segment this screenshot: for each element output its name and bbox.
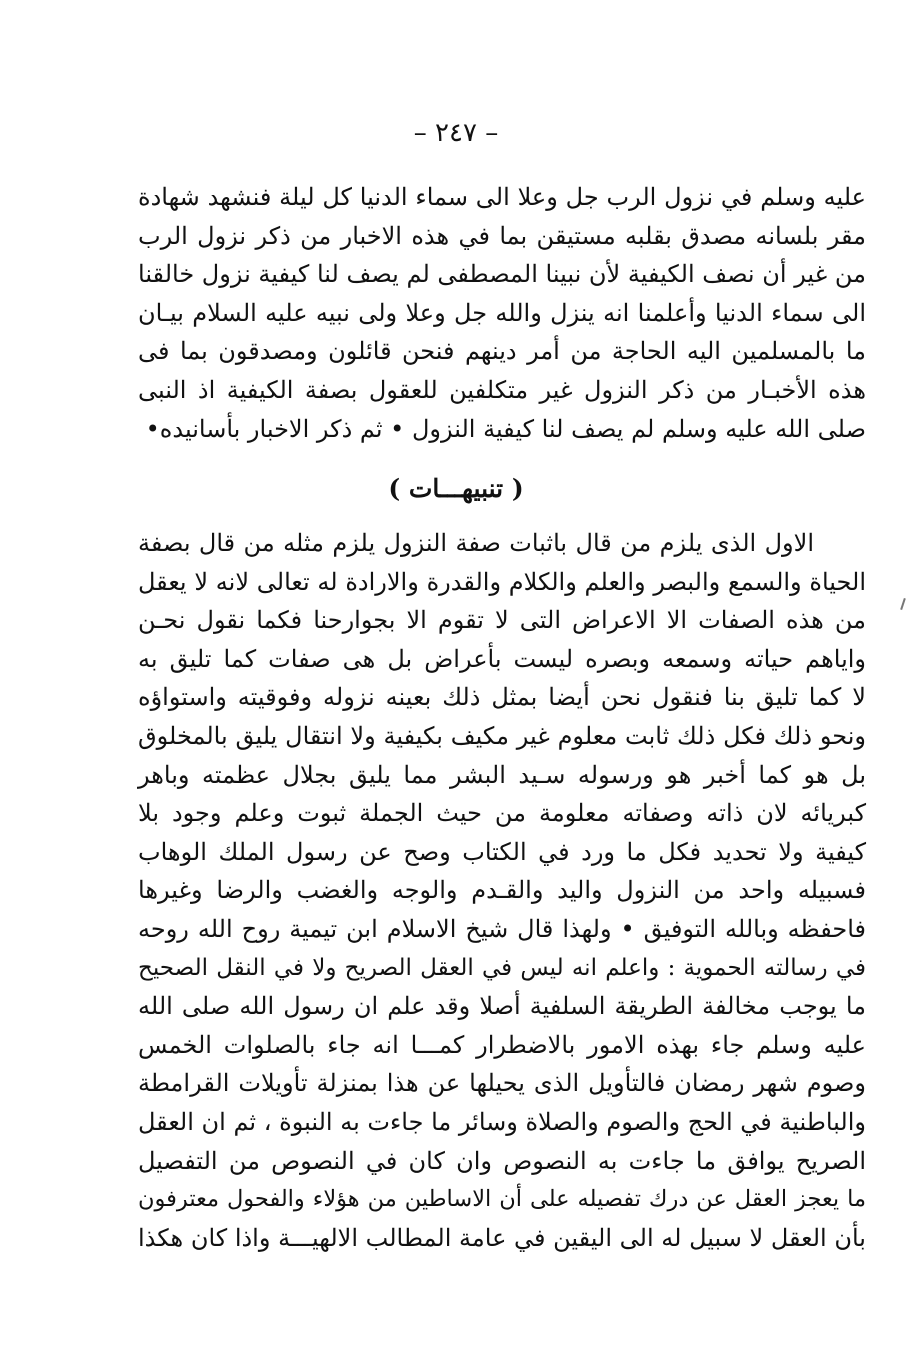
text-line: كبريائه لان ذاته وصفاته معلومة من حيث الجملة ثبوت وعلم وجود بلا (138, 799, 866, 828)
text-line: والباطنية في الحج والصوم والصلاة وسائر ما جاءت به النبوة ، ثم ان العقل (138, 1107, 866, 1136)
text-line: عليه وسلم في نزول الرب جل وعلا الى سماء الدنيا كل ليلة فنشهد شهادة (138, 183, 866, 211)
text-line: الحياة والسمع والبصر والعلم والكلام والقدرة والارادة له تعالى لانه لا يعقل (138, 567, 866, 596)
text-line: فاحفظه وبالله التوفيق • ولهذا قال شيخ الاسلام ابن تيمية روح الله روحه (138, 914, 866, 943)
text-line: صلى الله عليه وسلم لم يصف لنا كيفية النزول • ثم ذكر الاخبار بأسانيده• (145, 414, 866, 443)
text-line: بأن العقل لا سبيل له الى اليقين في عامة المطالب الالهيـــة واذا كان هكذا (138, 1223, 866, 1252)
text-line: الصريح يوافق ما جاءت به النصوص وان كان في النصوص من التفصيل (138, 1146, 866, 1175)
text-line: ما بالمسلمين اليه الحاجة من أمر دينهم فنحن قائلون ومصدقون بما فى (138, 337, 866, 366)
text-line: الاول الذى يلزم من قال باثبات صفة النزول يلزم مثله من قال بصفة (138, 529, 814, 557)
text-line: في رسالته الحموية : واعلم انه ليس في العقل الصريح ولا في النقل الصحيح (138, 954, 866, 981)
text-line: واياهم حياته وسمعه وبصره ليست بأعراض بل هى صفات كما تليق به (138, 644, 866, 673)
text-line: مقر بلسانه مصدق بقلبه مستيقن بما في هذه الاخبار من ذكر نزول الرب (138, 221, 866, 250)
margin-pencil-mark (900, 598, 906, 610)
text-line: من غير أن نصف الكيفية لأن نبينا المصطفى لم يصف لنا كيفية نزول خالقنا (138, 260, 867, 289)
paragraph-1 (138, 178, 866, 448)
text-line: عليه وسلم جاء بهذه الامور بالاضطرار كمـــا انه جاء بالصلوات الخمس (138, 1030, 866, 1059)
text-line: بل هو كما أخبر هو ورسوله سـيد البشر مما يليق بجلال عظمته وباهر (138, 760, 866, 789)
text-line: من هذه الصفات الا الاعراض التى لا تقوم الا بجوارحنا فكما نقول نحـن (138, 606, 866, 635)
text-line: فسبيله واحد من النزول واليد والقـدم والوجه والغضب والرضا وغيرها (138, 876, 866, 905)
text-line: لا كما تليق بنا فنقول نحن أيضا بمثل ذلك بعينه نزوله وفوقيته واستواؤه (138, 683, 866, 712)
paragraph-2 (138, 524, 866, 1257)
section-heading: ( تنبيهـــات ) (388, 474, 524, 503)
text-line: ما يعجز العقل عن درك تفصيله على أن الاساطين من هؤلاء والفحول معترفون (138, 1186, 866, 1213)
text-line: كيفية ولا تحديد فكل ما ورد في الكتاب وصح عن رسول الملك الوهاب (138, 837, 866, 866)
text-line: وصوم شهر رمضان فالتأويل الذى يحيلها عن هذا بمنزلة تأويلات القرامطة (138, 1069, 866, 1098)
text-line: ما يوجب مخالفة الطريقة السلفية أصلا وقد علم ان رسول الله صلى الله (138, 992, 866, 1021)
text-line: ونحو ذلك فكل ذلك ثابت معلوم غير مكيف بكيفية ولا انتقال يليق بالمخلوق (138, 721, 866, 750)
text-line: الى سماء الدنيا وأعلمنا انه ينزل والله جل وعلا ولى نبيه عليه السلام بيـان (138, 298, 866, 327)
page-number: – ٢٤٧ – (413, 118, 499, 148)
text-line: هذه الأخبـار من ذكر النزول غير متكلفين للعقول بصفة الكيفية اذ النبى (138, 375, 866, 404)
